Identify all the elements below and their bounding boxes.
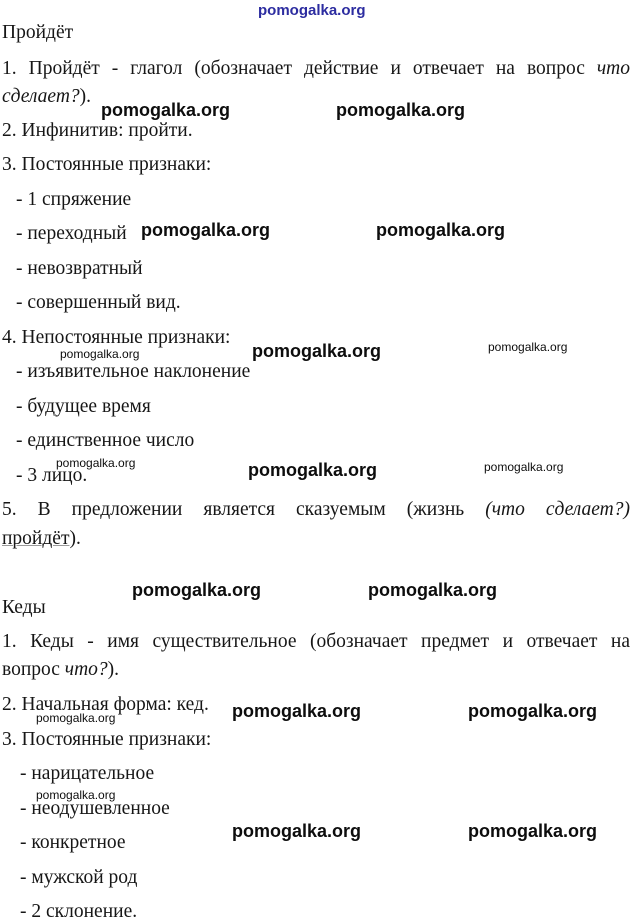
list-item: - переходный [16,223,127,244]
paragraph-line [2,85,91,109]
watermark: pomogalka.org [368,580,498,600]
text-run: ). [107,659,120,680]
watermark: pomogalka.org [36,788,116,802]
watermark: pomogalka.org [56,456,136,470]
watermark: pomogalka.org [484,460,564,474]
section-title: Кеды [2,597,46,618]
list-item: - совершенный вид. [16,292,181,313]
watermark: pomogalka.org [258,2,366,19]
list-item: - 1 спряжение [16,189,132,210]
watermark: pomogalka.org [252,341,382,361]
paragraph-line [2,57,630,81]
list-item: - конкретное [20,832,126,853]
text-run: 5. В предложении является сказуемым (жизнь [2,499,486,520]
paragraph-line [2,498,630,522]
list-item: - изъявительное наклонение [16,361,251,382]
paragraph-line: 2. Начальная форма: кед. [2,694,209,715]
paragraph-line: 1. Кеды - имя существительное (обозначает предмет и отвечает на [2,631,630,652]
list-item: - нарицательное [20,763,155,784]
watermark: pomogalka.org [36,711,116,725]
text-run: ). [69,528,81,549]
paragraph-line: 3. Постоянные признаки: [2,729,212,750]
text-run: 1. Пройдёт - глагол (обозначает действие и отвечает на вопрос [2,58,597,79]
watermark: pomogalka.org [232,701,362,721]
watermark: pomogalka.org [132,580,262,600]
paragraph-line: 3. Постоянные признаки: [2,154,212,175]
italic-run: сделает? [2,86,80,107]
paragraph-line [2,527,81,551]
paragraph-line [2,658,119,682]
list-item: - неодушевленное [20,798,170,819]
list-item: - будущее время [16,396,151,417]
italic-run: что [596,58,630,79]
text-run: вопрос [2,659,65,680]
watermark: pomogalka.org [60,347,140,361]
paragraph-line: 4. Непостоянные признаки: [2,327,231,348]
watermark: pomogalka.org [336,100,466,120]
watermark: pomogalka.org [488,340,568,354]
list-item: - единственное число [16,430,195,451]
watermark: pomogalka.org [468,701,598,721]
list-item: - невозвратный [16,258,143,279]
italic-run: (что сделает?) [485,499,630,520]
underlined-word: пройдёт [2,528,70,549]
list-item: - мужской род [20,867,138,888]
watermark: pomogalka.org [232,821,362,841]
text-run: ). [79,86,92,107]
list-item: - 3 лицо. [16,465,88,486]
list-item: - 2 склонение. [20,901,138,922]
watermark: pomogalka.org [141,220,271,240]
watermark: pomogalka.org [101,100,231,120]
section-title: Пройдёт [2,22,74,43]
watermark: pomogalka.org [248,460,378,480]
paragraph-line: 2. Инфинитив: пройти. [2,120,193,141]
watermark: pomogalka.org [376,220,506,240]
italic-run: что? [64,659,108,680]
watermark: pomogalka.org [468,821,598,841]
